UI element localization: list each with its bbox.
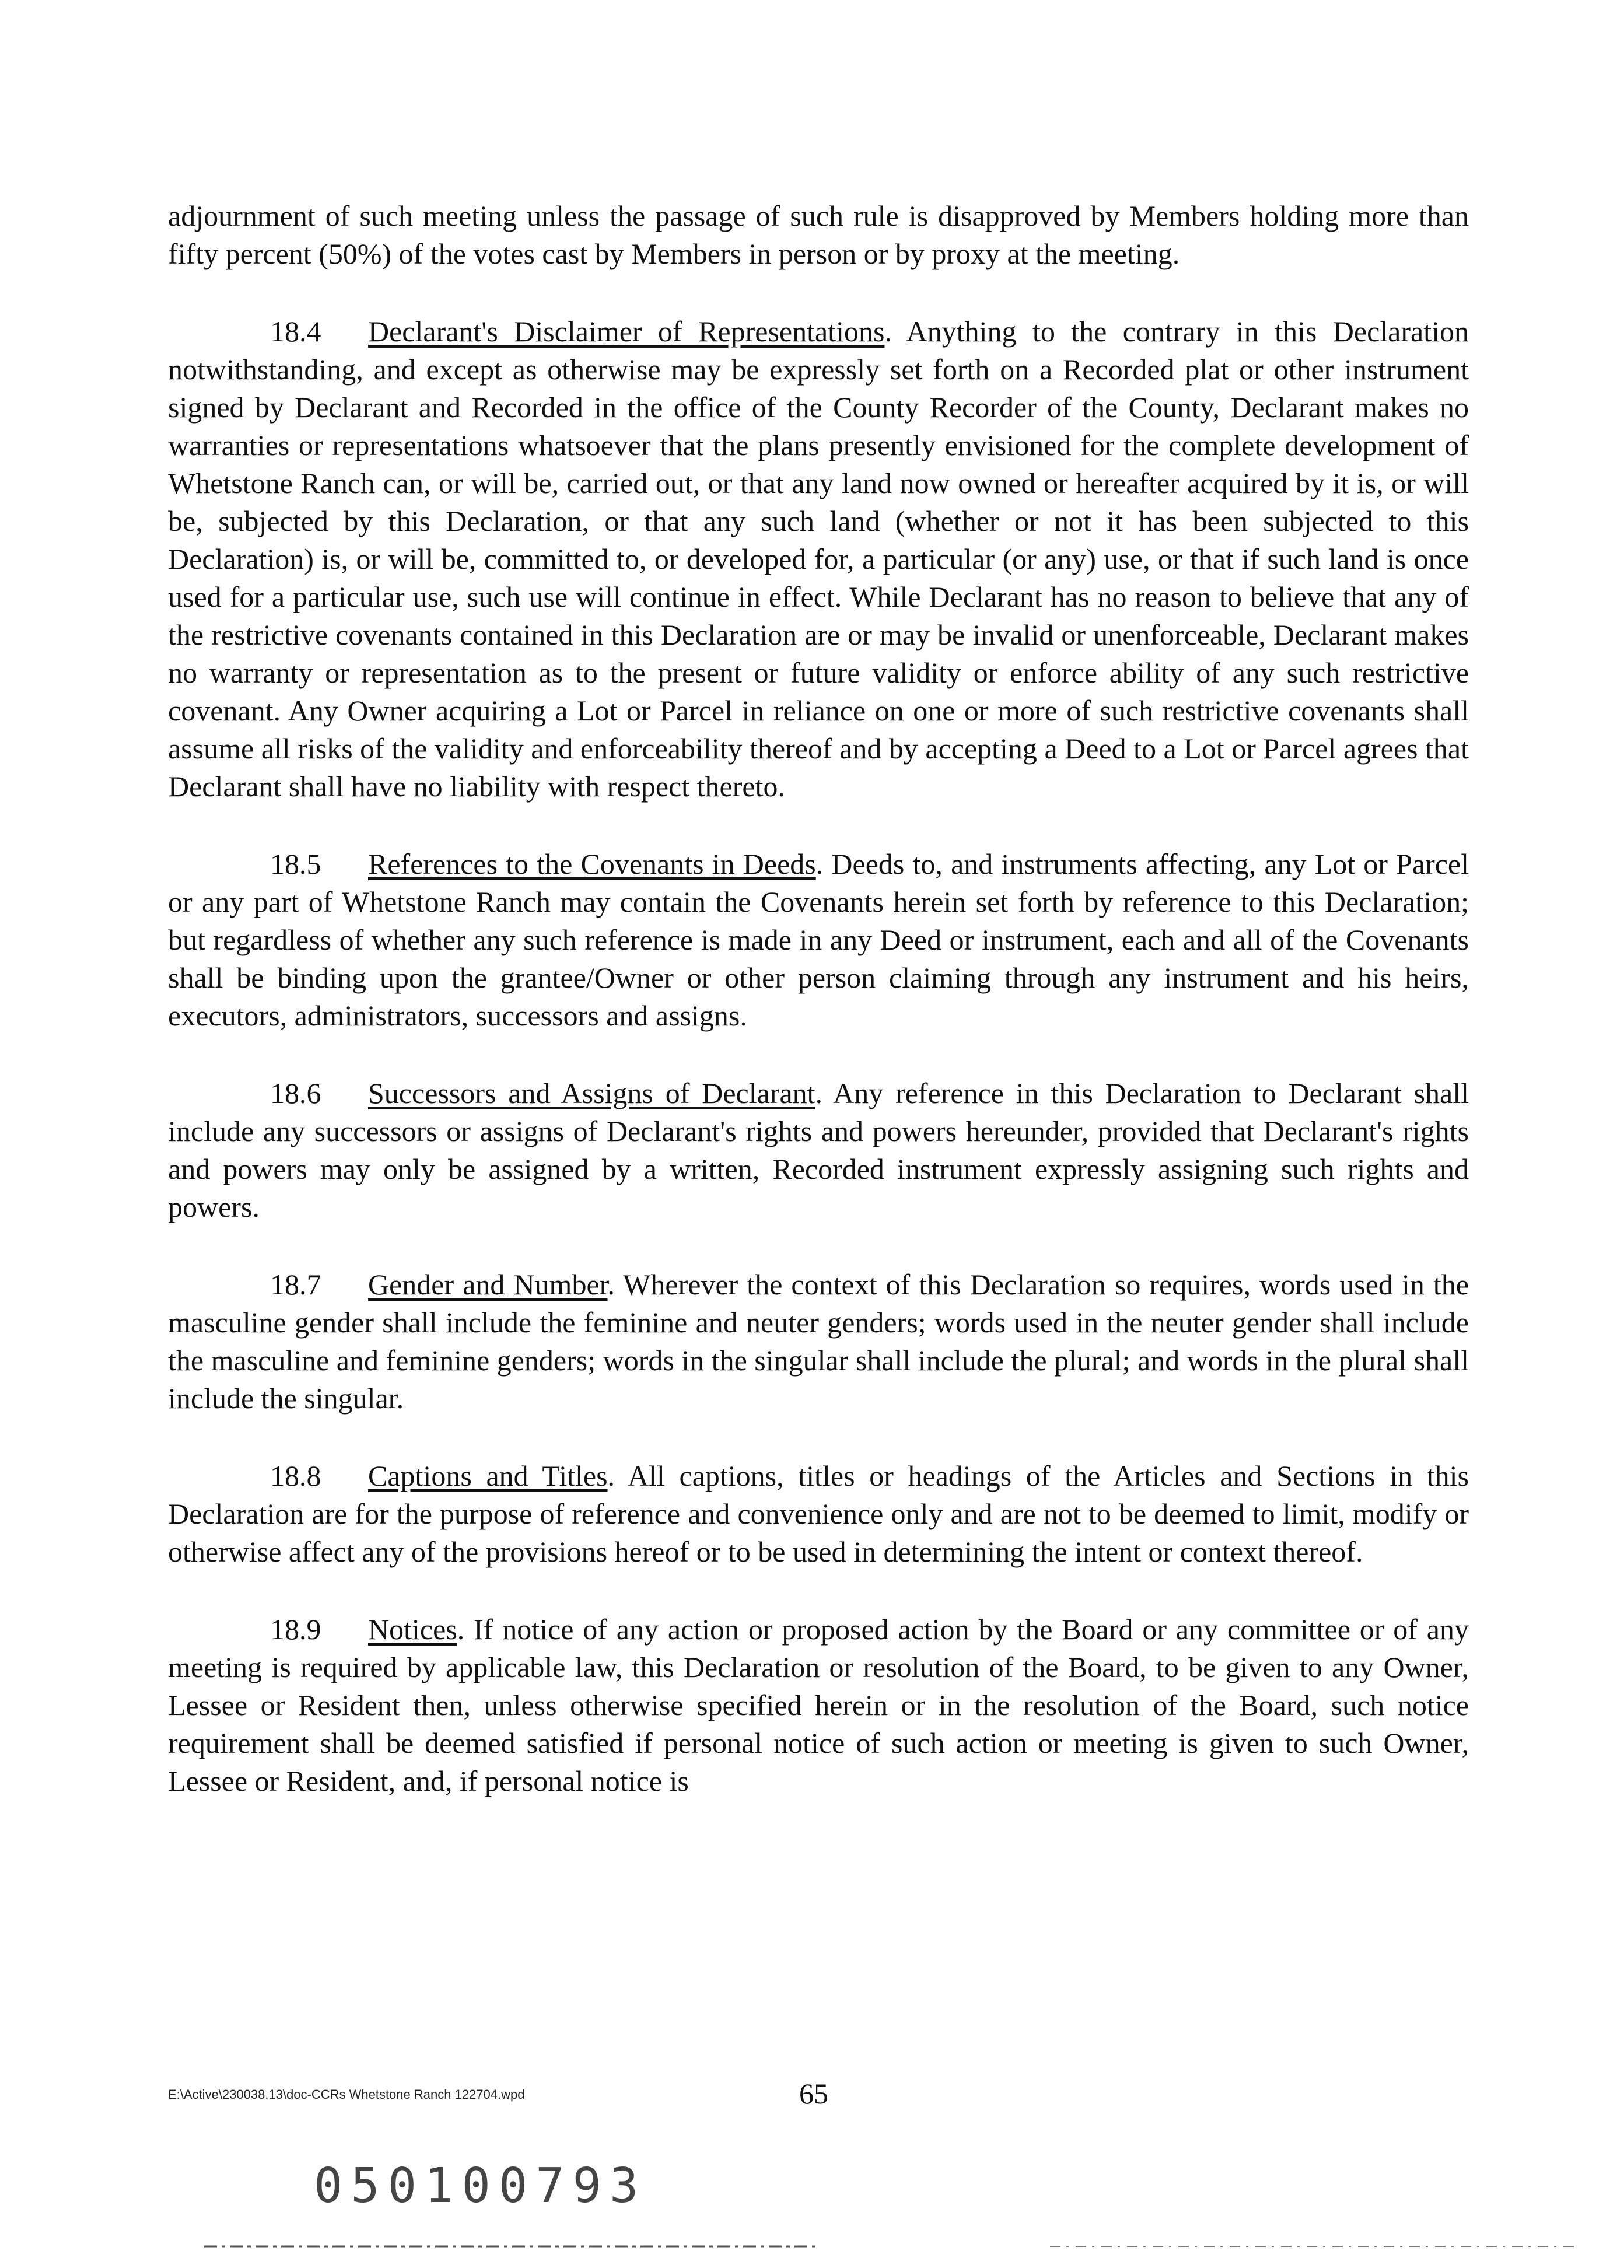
- section-18-7: [168, 1266, 1469, 1418]
- section-number: 18.4: [270, 315, 321, 348]
- section-18-8: [168, 1457, 1469, 1571]
- section-number: 18.9: [270, 1613, 321, 1646]
- paragraph-text: adjournment of such meeting unless the passage of such rule is disapproved by Members holding more than fifty percent (50%) of the votes cast by Members in person or by proxy at the meeting.: [168, 200, 1469, 270]
- section-number: 18.8: [270, 1460, 321, 1492]
- section-text: . Wherever the context of this Declaration so requires, words used in the masculine gender shall include the feminine and neuter genders; words used in the neuter gender shall include the masculine and feminine genders; words in the singular shall include the plural; and words in the plural shall include the singular.: [168, 1268, 1469, 1415]
- recording-stamp-number: 050100793: [314, 2158, 647, 2214]
- section-text: . All captions, titles or headings of the Articles and Sections in this Declaration are for the purpose of reference and convenience only and are not to be deemed to limit, modify or otherwise affect any of the provisions hereof or to be used in determining the intent or context thereof.: [168, 1460, 1469, 1568]
- page-number: 65: [799, 2077, 828, 2110]
- section-number: 18.7: [270, 1268, 321, 1301]
- section-number: 18.6: [270, 1077, 321, 1110]
- section-18-6: [168, 1074, 1469, 1226]
- section-18-4: [168, 313, 1469, 806]
- section-text: . Deeds to, and instruments affecting, any Lot or Parcel or any part of Whetstone Ranch may contain the Covenants herein set forth by reference to this Declaration; but regardless of whether any such reference is made in any Deed or instrument, each and all of the Covenants shall be binding upon the grantee/Owner or other person claiming through any instrument and his heirs, executors, administrators, successors and assigns.: [168, 848, 1469, 1032]
- section-title: Captions and Titles: [368, 1460, 608, 1492]
- section-18-9: [168, 1611, 1469, 1800]
- section-text: . Any reference in this Declaration to Declarant shall include any successors or assigns of Declarant's rights and powers hereunder, provided that Declarant's rights and powers may only be assigned by a written, Recorded instrument expressly assigning such rights and powers.: [168, 1077, 1469, 1223]
- paragraph-continuation: [168, 197, 1469, 273]
- section-number: 18.5: [270, 848, 321, 880]
- section-text: . If notice of any action or proposed action by the Board or any committee or of any meeting is required by applicable law, this Declaration or resolution of the Board, to be given to any Owner, Lessee or Resident then, unless otherwise specified herein or in the resolution of the Board, such notice requirement shall be deemed satisfied if personal notice of such action or meeting is given to such Owner, Lessee or Resident, and, if personal notice is: [168, 1613, 1469, 1797]
- document-body: [168, 197, 1469, 1840]
- section-title: Notices: [368, 1613, 457, 1646]
- section-text: . Anything to the contrary in this Declaration notwithstanding, and except as otherwise may be expressly set forth on a Recorded plat or other instrument signed by Declarant and Recorded in the office of the County Recorder of the County, Declarant makes no warranties or representations whatsoever that the plans presently envisioned for the complete development of Whetstone Ranch can, or will be, carried out, or that any land now owned or hereafter acquired by it is, or will be, subjected by this Declaration, or that any such land (whether or not it has been subjected to this Declaration) is, or will be, committed to, or developed for, a particular (or any) use, or that if such land is once used for a particular use, such use will continue in effect. While Declarant has no reason to believe that any of the restrictive covenants contained in this Declaration are or may be invalid or unenforceable, Declarant makes no warranty or representation as to the present or future validity or enforce ability of any such restrictive covenant. Any Owner acquiring a Lot or Parcel in reliance on one or more of such restrictive covenants shall assume all risks of the validity and enforceability thereof and by accepting a Deed to a Lot or Parcel agrees that Declarant shall have no liability with respect thereto.: [168, 315, 1469, 803]
- scan-artifact-line: [0, 2244, 1624, 2249]
- footer-file-path: E:\Active\230038.13\doc-CCRs Whetstone Ranch 122704.wpd: [168, 2087, 525, 2102]
- section-title: References to the Covenants in Deeds: [368, 848, 816, 880]
- section-title: Declarant's Disclaimer of Representations: [368, 315, 885, 348]
- section-18-5: [168, 845, 1469, 1035]
- section-title: Gender and Number: [368, 1268, 608, 1301]
- section-title: Successors and Assigns of Declarant: [368, 1077, 816, 1110]
